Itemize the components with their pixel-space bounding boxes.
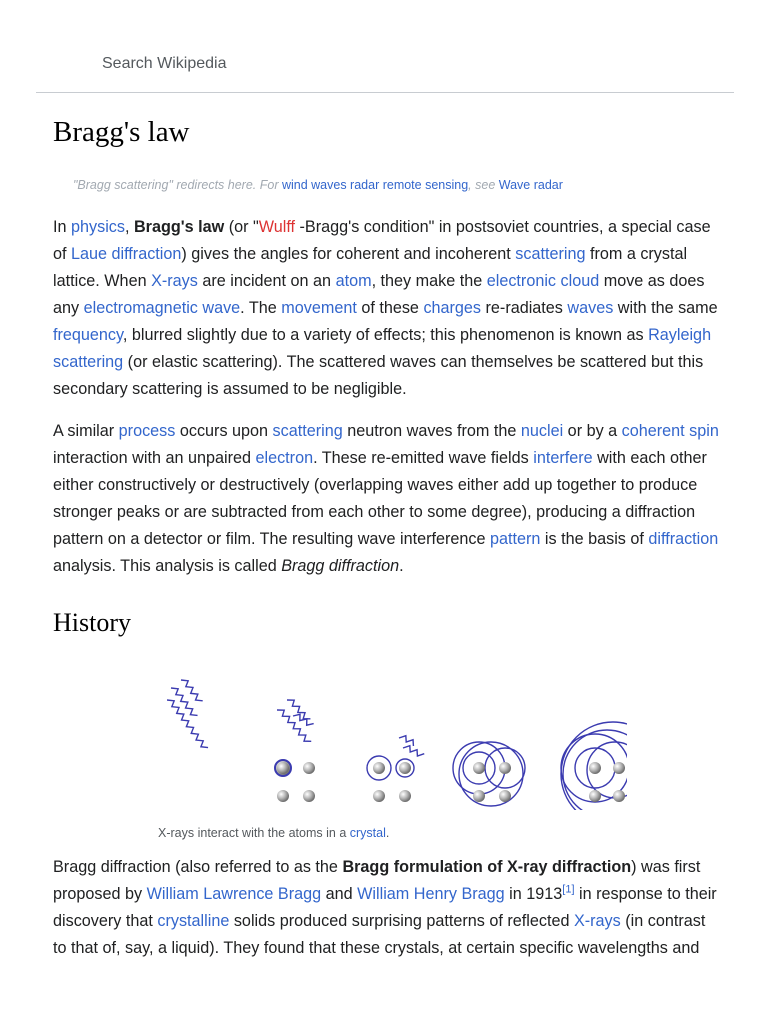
paragraph-similar bbox=[53, 418, 723, 580]
link-interfere[interactable]: interfere bbox=[533, 449, 593, 467]
link-process[interactable]: process bbox=[118, 422, 176, 440]
text: from a crystal lattice. When bbox=[53, 245, 688, 290]
link-electromagnetic-wave[interactable]: electromagnetic wave bbox=[83, 299, 241, 317]
link-waves[interactable]: waves bbox=[567, 299, 614, 317]
text: -Bragg's condition" in postsoviet countries, a special case of bbox=[53, 218, 711, 263]
paragraph-intro bbox=[53, 214, 723, 403]
text: are incident on an bbox=[197, 272, 336, 290]
reference-link[interactable]: [1] bbox=[562, 883, 575, 896]
text: Bragg diffraction (also referred to as the bbox=[53, 858, 343, 876]
link-pattern[interactable]: pattern bbox=[490, 530, 541, 548]
italic-term: Bragg diffraction bbox=[281, 557, 400, 575]
text: . bbox=[399, 557, 404, 575]
text: with each other either constructively or destructively (overlapping waves either add up together to produce stronger peaks or are subtracted from each other to some degree), producing a diffraction pattern on a detector or film. The resulting wave interference bbox=[53, 449, 707, 548]
text: re-radiates bbox=[481, 299, 568, 317]
text: X-rays interact with the atoms in a bbox=[158, 826, 350, 840]
hatnote-link-wind-waves[interactable]: wind waves radar remote sensing bbox=[281, 178, 469, 192]
hatnote-text: , see bbox=[468, 178, 499, 192]
text: (or elastic scattering). The scattered waves can themselves be scattered but this secondary scattering is assumed to be negligible. bbox=[53, 353, 704, 398]
link-x-rays[interactable]: X-rays bbox=[151, 272, 198, 290]
text: in 1913 bbox=[504, 885, 563, 903]
search-input[interactable]: Search Wikipedia bbox=[102, 55, 227, 72]
link-scattering[interactable]: scattering bbox=[515, 245, 586, 263]
text: occurs upon bbox=[175, 422, 273, 440]
bold-term: Bragg formulation of X-ray diffraction bbox=[342, 858, 632, 876]
hatnote-link-wave-radar[interactable]: Wave radar bbox=[498, 178, 563, 192]
link-wulff[interactable]: Wulff bbox=[258, 218, 296, 236]
text: . The bbox=[240, 299, 282, 317]
text: ) was first proposed by bbox=[53, 858, 701, 903]
text: or by a bbox=[563, 422, 622, 440]
text: A similar bbox=[53, 422, 119, 440]
header-bar bbox=[36, 0, 734, 93]
text: (in contrast to that of, say, a liquid). They found that these crystals, at certain specific wavelengths and bbox=[53, 912, 706, 957]
text: of these bbox=[356, 299, 424, 317]
hatnote bbox=[73, 178, 563, 192]
text: , blurred slightly due to a variety of effects; this phenomenon is known as bbox=[122, 326, 649, 344]
link-movement[interactable]: movement bbox=[281, 299, 357, 317]
text: ) gives the angles for coherent and incoherent bbox=[181, 245, 516, 263]
link-electronic-cloud[interactable]: electronic cloud bbox=[486, 272, 600, 290]
text: is the basis of bbox=[540, 530, 649, 548]
text: (or " bbox=[224, 218, 259, 236]
text: , they make the bbox=[371, 272, 487, 290]
bold-term: Bragg's law bbox=[133, 218, 225, 236]
text: and bbox=[321, 885, 358, 903]
hatnote-text: "Bragg scattering" redirects here. For bbox=[73, 178, 282, 192]
link-scattering[interactable]: scattering bbox=[272, 422, 343, 440]
text: with the same bbox=[613, 299, 718, 317]
link-crystalline[interactable]: crystalline bbox=[157, 912, 230, 930]
panel-2 bbox=[271, 697, 414, 780]
link-coherent-spin[interactable]: coherent spin bbox=[621, 422, 719, 440]
link-electron[interactable]: electron bbox=[255, 449, 314, 467]
link-william-henry-bragg[interactable]: William Henry Bragg bbox=[357, 885, 505, 903]
text: . bbox=[385, 826, 390, 840]
link-atom[interactable]: atom bbox=[335, 272, 372, 290]
link-charges[interactable]: charges bbox=[423, 299, 482, 317]
link-laue-diffraction[interactable]: Laue diffraction bbox=[71, 245, 182, 263]
text: analysis. This analysis is called bbox=[53, 557, 282, 575]
link-nuclei[interactable]: nuclei bbox=[520, 422, 564, 440]
link-crystal[interactable]: crystal bbox=[349, 826, 386, 840]
link-diffraction[interactable]: diffraction bbox=[648, 530, 719, 548]
bragg-diagram-svg bbox=[167, 670, 627, 810]
text: interaction with an unpaired bbox=[53, 449, 256, 467]
text: neutron waves from the bbox=[342, 422, 521, 440]
link-frequency[interactable]: frequency bbox=[53, 326, 123, 344]
text: . These re-emitted wave fields bbox=[313, 449, 534, 467]
text: solids produced surprising patterns of reflected bbox=[229, 912, 574, 930]
text: , bbox=[124, 218, 134, 236]
paragraph-history bbox=[53, 854, 723, 962]
text: In bbox=[53, 218, 71, 236]
text: in response to their discovery that bbox=[53, 885, 717, 930]
figure-caption bbox=[158, 826, 389, 840]
link-physics[interactable]: physics bbox=[71, 218, 125, 236]
link-x-rays[interactable]: X-rays bbox=[573, 912, 621, 930]
text: move as does any bbox=[53, 272, 705, 317]
link-william-lawrence-bragg[interactable]: William Lawrence Bragg bbox=[146, 885, 322, 903]
page-title: Bragg's law bbox=[53, 116, 190, 148]
bragg-diagram[interactable] bbox=[167, 670, 627, 850]
panel-1 bbox=[167, 677, 217, 751]
section-heading-history[interactable]: History bbox=[53, 608, 131, 637]
link-rayleigh-scattering[interactable]: Rayleigh scattering bbox=[53, 326, 712, 371]
